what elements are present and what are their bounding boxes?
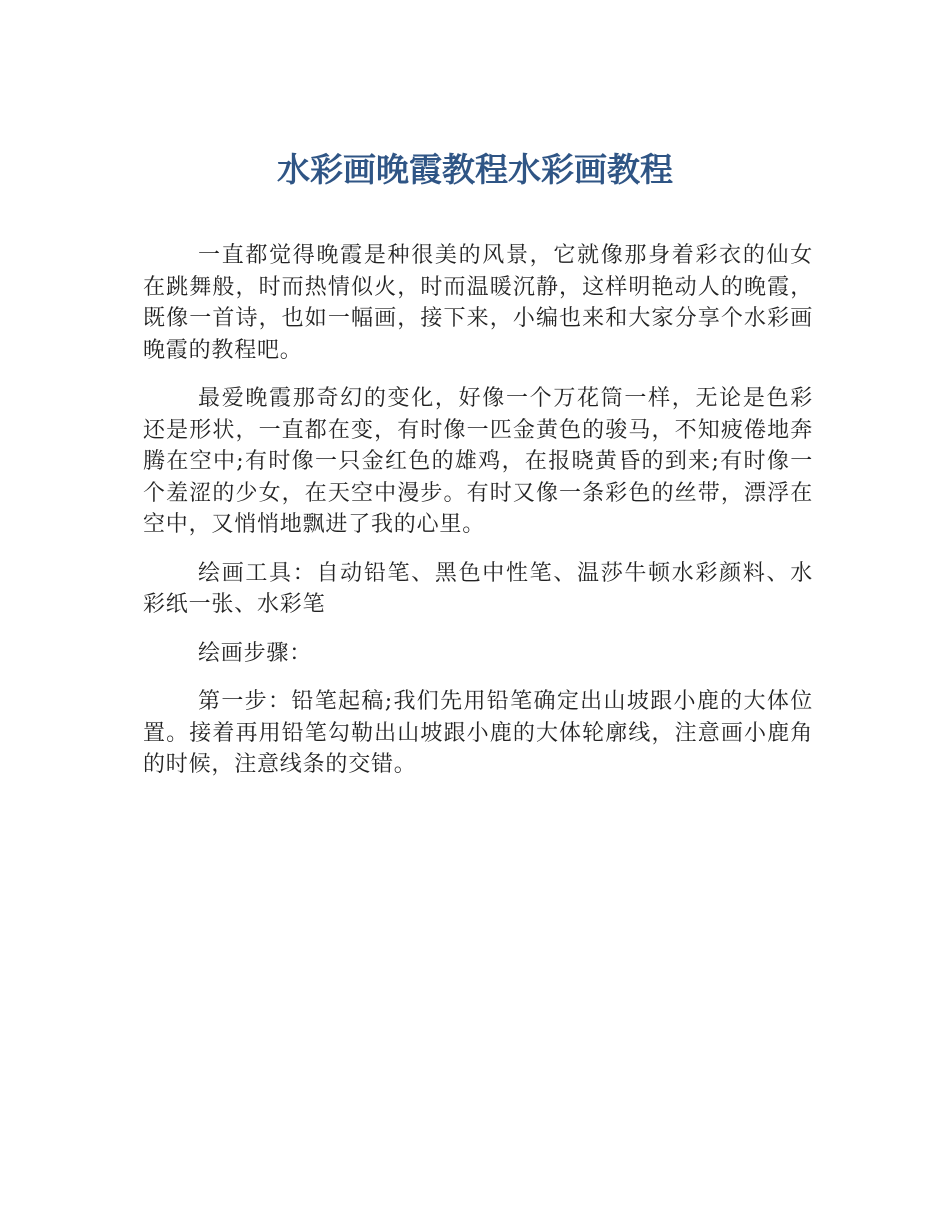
document-title: 水彩画晚霞教程水彩画教程 [277, 150, 673, 189]
paragraph-steps-heading: 绘画步骤： [198, 640, 313, 666]
paragraph-tools: 绘画工具：自动铅笔、黑色中性笔、温莎牛顿水彩颜料、水彩纸一张、水彩笔 [143, 560, 813, 617]
paragraph-description: 最爱晚霞那奇幻的变化，好像一个万花筒一样，无论是色彩还是形状，一直都在变，有时像一匹金黄色的骏马，不知疲倦地奔腾在空中;有时像一只金红色的雄鸡，在报晓黄昏的到来;有时像一个羞涩的少女，在天空中漫步。有时又像一条彩色的丝带，漂浮在空中，又悄悄地飘进了我的心里。 [143, 386, 813, 537]
paragraph-intro: 一直都觉得晚霞是种很美的风景，它就像那身着彩衣的仙女在跳舞般，时而热情似火，时而温暖沉静，这样明艳动人的晚霞，既像一首诗，也如一幅画，接下来，小编也来和大家分享个水彩画晚霞的教程吧。 [143, 243, 813, 363]
document-body [143, 240, 813, 798]
paragraph-step-one: 第一步：铅笔起稿;我们先用铅笔确定出山坡跟小鹿的大体位置。接着再用铅笔勾勒出山坡跟小鹿的大体轮廓线，注意画小鹿角的时候，注意线条的交错。 [143, 689, 813, 777]
